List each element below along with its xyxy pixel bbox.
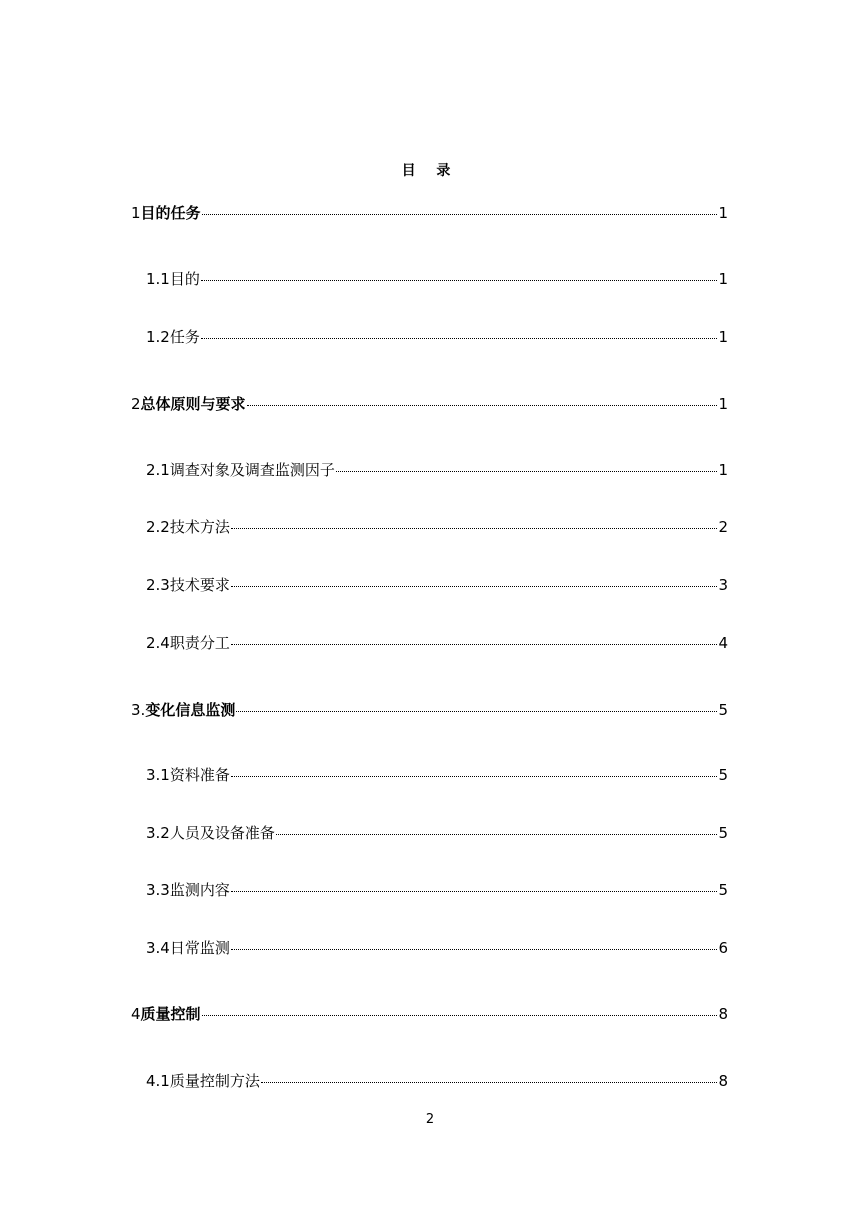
toc-entry-number: 2: [131, 395, 141, 413]
toc-entry-title: 质量控制: [140, 1005, 201, 1023]
toc-entry-page: 5: [718, 824, 728, 842]
toc-entry-number: 4.1: [146, 1072, 170, 1090]
toc-entry[interactable]: [146, 268, 728, 290]
toc-leader-dots: [261, 1082, 718, 1083]
toc-entry-number: 2.2: [146, 518, 170, 536]
page-number: 2: [425, 1112, 435, 1127]
toc-entry[interactable]: [146, 937, 728, 959]
toc-entry-number: 3.2: [146, 824, 170, 842]
toc-entry-title: 总体原则与要求: [140, 395, 246, 413]
toc-entry-page: 8: [718, 1072, 728, 1090]
toc-leader-dots: [201, 280, 718, 281]
toc-entry-number: 3.1: [146, 766, 170, 784]
toc-entry[interactable]: [146, 459, 728, 481]
toc-leader-dots: [276, 834, 718, 835]
toc-entry-number: 1.1: [146, 270, 170, 288]
toc-entry[interactable]: [146, 822, 728, 844]
toc-entry-number: 2.3: [146, 576, 170, 594]
toc-leader-dots: [336, 471, 718, 472]
toc-entry[interactable]: [146, 574, 728, 596]
toc-entry[interactable]: [131, 1003, 728, 1025]
toc-entry-page: 5: [718, 701, 728, 719]
toc-entry-number: 4: [131, 1005, 141, 1023]
toc-leader-dots: [231, 891, 718, 892]
toc-entry-title: 人员及设备准备: [169, 824, 275, 842]
toc-leader-dots: [231, 586, 718, 587]
toc-entry[interactable]: [146, 326, 728, 348]
toc-leader-dots: [231, 528, 718, 529]
toc-entry-title: 目的: [169, 270, 200, 288]
toc-title: 目 录: [401, 163, 459, 179]
toc-entry-title: 技术方法: [169, 518, 230, 536]
toc-entry[interactable]: [131, 393, 728, 415]
toc-entry-title: 目的任务: [140, 204, 201, 222]
toc-leader-dots: [231, 644, 718, 645]
toc-entry-title: 任务: [169, 328, 200, 346]
toc-leader-dots: [202, 214, 718, 215]
toc-entry-title: 变化信息监测: [145, 701, 236, 719]
toc-entry-number: 1.2: [146, 328, 170, 346]
toc-leader-dots: [247, 405, 718, 406]
toc-leader-dots: [201, 338, 718, 339]
toc-entry-page: 4: [718, 634, 728, 652]
toc-entry-page: 1: [718, 328, 728, 346]
toc-entry-number: 3.3: [146, 881, 170, 899]
toc-entry-page: 1: [718, 461, 728, 479]
toc-leader-dots: [236, 711, 717, 712]
toc-entry-number: 3.4: [146, 939, 170, 957]
toc-entry[interactable]: [146, 764, 728, 786]
toc-entry-page: 3: [718, 576, 728, 594]
toc-entry-page: 1: [718, 270, 728, 288]
toc-entry[interactable]: [131, 699, 728, 721]
toc-leader-dots: [202, 1015, 718, 1016]
toc-entry-title: 质量控制方法: [169, 1072, 260, 1090]
toc-entry-number: 1: [131, 204, 141, 222]
toc-entry[interactable]: [146, 1070, 728, 1092]
toc-leader-dots: [231, 776, 718, 777]
toc-entry-page: 5: [718, 881, 728, 899]
toc-entry-page: 6: [718, 939, 728, 957]
toc-entry-page: 5: [718, 766, 728, 784]
toc-entry-title: 日常监测: [169, 939, 230, 957]
toc-leader-dots: [231, 949, 718, 950]
toc-entry-page: 1: [718, 204, 728, 222]
toc-entry-title: 调查对象及调查监测因子: [169, 461, 335, 479]
toc-entry-number: 2.4: [146, 634, 170, 652]
toc-entry-page: 2: [718, 518, 728, 536]
toc-entry-title: 技术要求: [169, 576, 230, 594]
toc-entry[interactable]: [131, 202, 728, 224]
toc-entry-number: 3.: [131, 701, 146, 719]
toc-entry-title: 监测内容: [169, 881, 230, 899]
toc-entry-title: 资料准备: [169, 766, 230, 784]
toc-entry-title: 职责分工: [169, 634, 230, 652]
toc-entry[interactable]: [146, 516, 728, 538]
toc-entry[interactable]: [146, 632, 728, 654]
toc-entry-page: 8: [718, 1005, 728, 1023]
toc-entry[interactable]: [146, 879, 728, 901]
toc-entry-number: 2.1: [146, 461, 170, 479]
toc-entry-page: 1: [718, 395, 728, 413]
